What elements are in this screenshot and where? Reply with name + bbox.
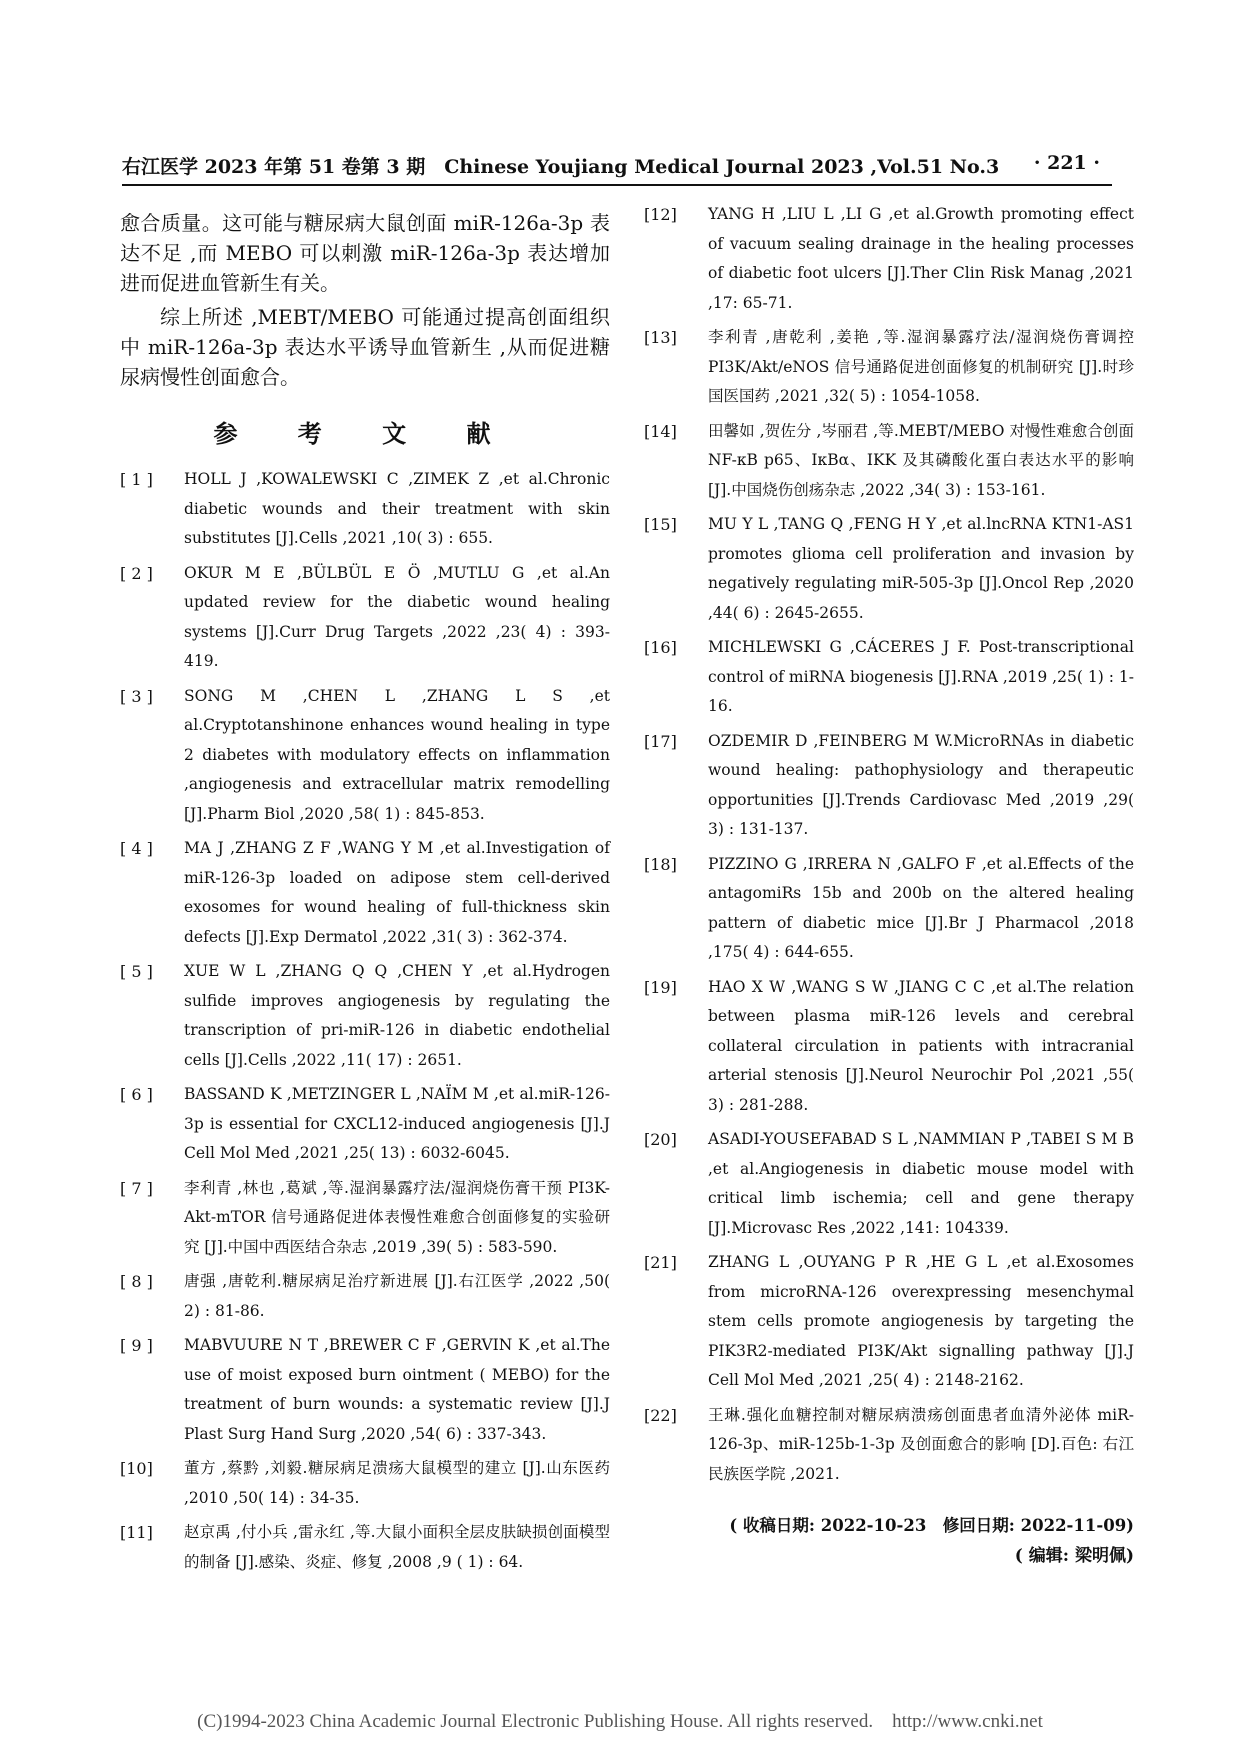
reference-item: [644, 323, 1134, 412]
reference-text: 李利青 ,林也 ,葛斌 ,等.湿润暴露疗法/湿润烧伤膏干预 PI3K-Akt-mTOR 信号通路促进体表慢性难愈合创面修复的实验研究 [J].中国中西医结合杂志 ,2019 ,39( 5) : 583-590.: [184, 1178, 610, 1256]
reference-text: 赵京禹 ,付小兵 ,雷永红 ,等.大鼠小面积全层皮肤缺损创面模型的制备 [J].感染、炎症、修复 ,2008 ,9 ( 1) : 64.: [184, 1523, 610, 1571]
reference-text: PIZZINO G ,IRRERA N ,GALFO F ,et al.Effects of the antagomiRs 15b and 200b on the altered healing pattern of diabetic mice [J].Br J Pharmacol ,2018 ,175( 4) : 644-655.: [708, 854, 1134, 961]
reference-number: [ 1 ]: [120, 470, 153, 489]
reference-text: BASSAND K ,METZINGER L ,NAÏM M ,et al.miR-126-3p is essential for CXCL12-induced angiogenesis [J].J Cell Mol Med ,2021 ,25( 13) : 6032-6045.: [184, 1085, 610, 1162]
reference-number: [16]: [644, 638, 677, 657]
reference-item: [644, 1248, 1134, 1396]
reference-number: [ 9 ]: [120, 1336, 153, 1355]
reference-text: SONG M ,CHEN L ,ZHANG L S ,et al.Cryptotanshinone enhances wound healing in type 2 diabetes with modulatory effects on inflammation ,angiogenesis and extracellular matrix remodelling [J].Pharm Biol ,2020 ,58( 1) : 845-853.: [184, 686, 610, 823]
reference-number: [ 7 ]: [120, 1178, 153, 1198]
reference-text: 唐强 ,唐乾利.糖尿病足治疗新进展 [J].右江医学 ,2022 ,50( 2) : 81-86.: [184, 1272, 610, 1320]
copyright-footer: (C)1994-2023 China Academic Journal Electronic Publishing House. All rights reserved. http://www.cnki.net: [197, 1711, 1043, 1732]
received-revised-dates: ( 收稿日期: 2022-10-23 修回日期: 2022-11-09): [729, 1516, 1134, 1535]
reference-text: MA J ,ZHANG Z F ,WANG Y M ,et al.Investigation of miR-126-3p loaded on adipose stem cell-derived exosomes for wound healing of full-thickness skin defects [J].Exp Dermatol ,2022 ,31( 3) : 362-374.: [184, 839, 610, 946]
reference-item: [120, 1080, 610, 1169]
left-column: [120, 208, 610, 1582]
editor-credit: ( 编辑: 梁明佩): [1014, 1546, 1134, 1566]
reference-number: [18]: [644, 854, 677, 874]
reference-text: XUE W L ,ZHANG Q Q ,CHEN Y ,et al.Hydrogen sulfide improves angiogenesis by regulating the transcription of pri-miR-126 in diabetic endothelial cells [J].Cells ,2022 ,11( 17) : 2651.: [184, 962, 610, 1069]
reference-number: [ 8 ]: [120, 1272, 153, 1291]
reference-item: [120, 1331, 610, 1449]
reference-text: HAO X W ,WANG S W ,JIANG C C ,et al.The relation between plasma miR-126 levels and cerebral collateral circulation in patients with intracranial arterial stenosis [J].Neurol Neurochir Pol ,2021 ,55( 3) : 281-288.: [708, 977, 1134, 1114]
reference-text: MABVUURE N T ,BREWER C F ,GERVIN K ,et al.The use of moist exposed burn ointment ( MEBO) for the treatment of burn wounds: a systematic review [J].J Plast Surg Hand Surg ,2020 ,54( 6) : 337-343.: [184, 1336, 610, 1443]
reference-item: [644, 1401, 1134, 1490]
reference-item: [120, 834, 610, 952]
reference-item: [644, 633, 1134, 722]
reference-text: OKUR M E ,BÜLBÜL E Ö ,MUTLU G ,et al.An updated review for the diabetic wound healing systems [J].Curr Drug Targets ,2022 ,23( 4) : 393-419.: [184, 563, 610, 670]
reference-text: 董方 ,蔡黔 ,刘毅.糖尿病足溃疡大鼠模型的建立 [J].山东医药 ,2010 ,50( 14) : 34-35.: [184, 1459, 610, 1507]
page-number: · 221 ·: [1033, 152, 1100, 174]
reference-number: [22]: [644, 1405, 677, 1425]
reference-item: [120, 1174, 610, 1263]
body-paragraph-1: 愈合质量。这可能与糖尿病大鼠创面 miR-126a-3p 表达不足 ,而 MEBO 可以刺激 miR-126a-3p 表达增加进而促进血管新生有关。: [120, 211, 610, 295]
reference-text: 王琳.强化血糖控制对糖尿病溃疡创面患者血清外泌体 miR-126-3p、miR-125b-1-3p 及创面愈合的影响 [D].百色: 右江民族医学院 ,2021.: [708, 1405, 1134, 1483]
reference-number: [13]: [644, 328, 677, 347]
reference-item: [120, 957, 610, 1075]
reference-number: [11]: [120, 1523, 153, 1542]
reference-list-right: [644, 200, 1134, 1489]
reference-item: [644, 1125, 1134, 1243]
body-paragraph-2: 综上所述 ,MEBT/MEBO 可能通过提高创面组织中 miR-126a-3p 表达水平诱导血管新生 ,从而促进糖尿病慢性创面愈合。: [120, 305, 610, 389]
reference-item: [120, 1267, 610, 1326]
reference-item: [120, 559, 610, 677]
reference-number: [ 6 ]: [120, 1085, 153, 1104]
reference-item: [644, 973, 1134, 1121]
reference-number: [12]: [644, 205, 677, 224]
reference-number: [ 4 ]: [120, 839, 153, 858]
right-column: [644, 200, 1134, 1571]
references-heading: 参 考 文 献: [213, 420, 517, 448]
reference-item: [120, 1518, 610, 1577]
reference-number: [ 5 ]: [120, 962, 153, 981]
reference-text: 李利青 ,唐乾利 ,姜艳 ,等.湿润暴露疗法/湿润烧伤膏调控 PI3K/Akt/eNOS 信号通路促进创面修复的机制研究 [J].时珍国医国药 ,2021 ,32( 5) : 1054-1058.: [708, 328, 1134, 405]
reference-text: HOLL J ,KOWALEWSKI C ,ZIMEK Z ,et al.Chronic diabetic wounds and their treatment with skin substitutes [J].Cells ,2021 ,10( 3) : 655.: [184, 470, 610, 547]
reference-item: [120, 682, 610, 830]
reference-text: MICHLEWSKI G ,CÁCERES J F. Post-transcriptional control of miRNA biogenesis [J].RNA ,2019 ,25( 1) : 1-16.: [708, 638, 1134, 715]
reference-number: [19]: [644, 977, 677, 997]
reference-text: MU Y L ,TANG Q ,FENG H Y ,et al.lncRNA KTN1-AS1 promotes glioma cell proliferation and invasion by negatively regulating miR-505-3p [J].Oncol Rep ,2020 ,44( 6) : 2645-2655.: [708, 515, 1134, 622]
reference-text: ASADI-YOUSEFABAD S L ,NAMMIAN P ,TABEI S M B ,et al.Angiogenesis in diabetic mouse model with critical limb ischemia; cell and gene therapy [J].Microvasc Res ,2022 ,141: 104339.: [708, 1130, 1134, 1237]
reference-item: [644, 727, 1134, 845]
reference-item: [120, 465, 610, 554]
reference-list-left: [120, 465, 610, 1577]
reference-number: [21]: [644, 1253, 677, 1272]
reference-text: OZDEMIR D ,FEINBERG M W.MicroRNAs in diabetic wound healing: pathophysiology and therapeutic opportunities [J].Trends Cardiovasc Med ,2019 ,29( 3) : 131-137.: [708, 731, 1134, 838]
reference-text: YANG H ,LIU L ,LI G ,et al.Growth promoting effect of vacuum sealing drainage in the healing processes of diabetic foot ulcers [J].Ther Clin Risk Manag ,2021 ,17: 65-71.: [708, 205, 1134, 312]
reference-item: [644, 850, 1134, 968]
reference-number: [17]: [644, 731, 677, 751]
reference-item: [644, 510, 1134, 628]
reference-number: [14]: [644, 421, 677, 441]
reference-number: [ 3 ]: [120, 686, 153, 706]
reference-item: [120, 1454, 610, 1513]
reference-number: [10]: [120, 1459, 153, 1478]
reference-item: [644, 200, 1134, 318]
reference-text: ZHANG L ,OUYANG P R ,HE G L ,et al.Exosomes from microRNA-126 overexpressing mesenchymal stem cells promote angiogenesis by targeting the PIK3R2-mediated PI3K/Akt signalling pathway [J].J Cell Mol Med ,2021 ,25( 4) : 2148-2162.: [708, 1253, 1134, 1389]
reference-number: [20]: [644, 1130, 677, 1149]
reference-number: [ 2 ]: [120, 563, 153, 583]
running-header: [122, 150, 1112, 186]
reference-item: [644, 417, 1134, 506]
reference-number: [15]: [644, 515, 677, 534]
journal-header-text: 右江医学 2023 年第 51 卷第 3 期 Chinese Youjiang Medical Journal 2023 ,Vol.51 No.3: [122, 156, 1000, 178]
reference-text: 田馨如 ,贺佐分 ,岑丽君 ,等.MEBT/MEBO 对慢性难愈合创面 NF-κB p65、IκBα、IKK 及其磷酸化蛋白表达水平的影响 [J].中国烧伤创疡杂志 ,2022 ,34( 3) : 153-161.: [708, 421, 1134, 499]
